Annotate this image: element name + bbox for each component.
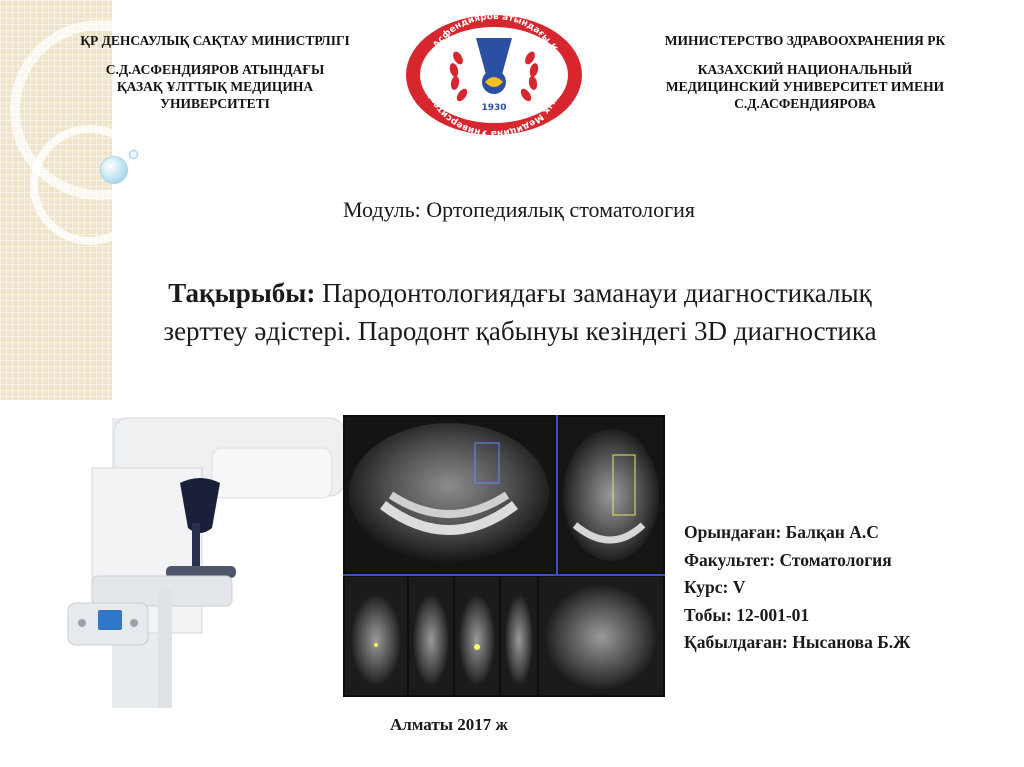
slide-title	[30, 274, 1010, 350]
info-course: Курс: V	[684, 577, 746, 597]
title-label: Тақырыбы:	[168, 278, 316, 308]
header-left-university-line2: ҚАЗАҚ ҰЛТТЫҚ МЕДИЦИНА	[116, 79, 314, 94]
header-right	[600, 32, 1010, 112]
header-left-ministry: ҚР ДЕНСАУЛЫҚ САҚТАУ МИНИСТРЛІГІ	[80, 33, 350, 48]
header-right-ministry: МИНИСТЕРСТВО ЗДРАВООХРАНЕНИЯ РК	[664, 33, 946, 48]
city-year: Алматы 2017 ж	[390, 715, 508, 734]
header-left-university-line3: УНИВЕРСИТЕТІ	[160, 96, 270, 111]
info-performer: Орындаған: Балқан А.С	[684, 522, 879, 542]
decorative-ring-medium	[30, 125, 150, 245]
title-line2: зерттеу әдістері. Пародонт қабынуы кезіндегі 3D диагностика	[163, 316, 877, 346]
info-accepted: Қабылдаған: Нысанова Б.Ж	[684, 632, 911, 652]
cbct-device-image	[62, 408, 344, 708]
decorative-bubble	[100, 156, 128, 184]
decorative-bubble-small	[129, 150, 138, 159]
info-group: Тобы: 12-001-01	[684, 604, 810, 625]
module-line: Модуль: Ортопедиялық стоматология	[343, 197, 695, 222]
info-faculty: Факультет: Стоматология	[684, 549, 892, 570]
logo-year: 1930	[481, 103, 507, 113]
cbct-scan-image	[343, 415, 665, 697]
title-line1: Пародонтологиядағы заманауи диагностикалық	[315, 278, 872, 308]
university-logo	[402, 12, 586, 138]
logo-ring-text: С.Ж. Асфендияров атындағы Қазақ Ұлттық Медицина Университеті	[422, 12, 566, 138]
header-right-university-line2: МЕДИЦИНСКИЙ УНИВЕРСИТЕТ ИМЕНИ	[665, 79, 945, 94]
header-right-university-line3: С.Д.АСФЕНДИЯРОВА	[734, 96, 876, 111]
header-left	[40, 32, 390, 112]
header-left-university-line1: С.Д.АСФЕНДИЯРОВ АТЫНДАҒЫ	[105, 62, 325, 77]
header-right-university-line1: КАЗАХСКИЙ НАЦИОНАЛЬНЫЙ	[697, 62, 913, 77]
info-block	[684, 519, 910, 657]
